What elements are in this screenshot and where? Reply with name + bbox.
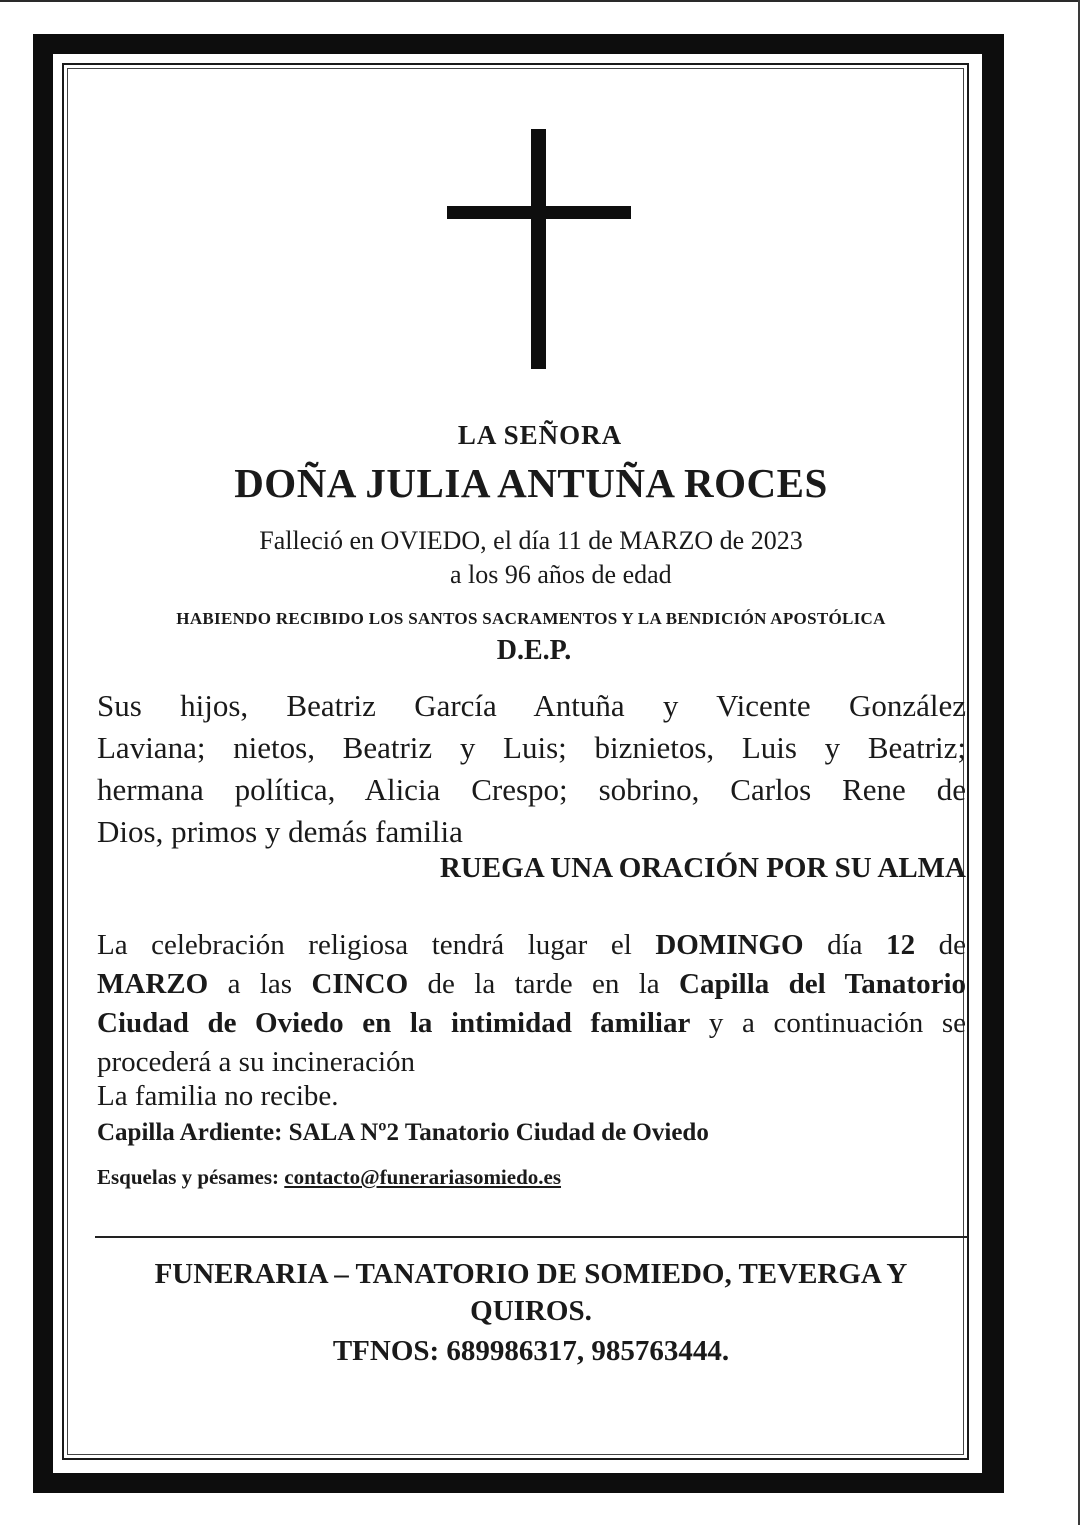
no-visits-note: La familia no recibe. xyxy=(97,1080,339,1112)
ceremony-line xyxy=(97,965,966,1004)
ceremony-day: DOMINGO xyxy=(655,929,804,961)
sacraments-line: HABIENDO RECIBIDO LOS SANTOS SACRAMENTOS Y LA BENDICIÓN APOSTÓLICA xyxy=(176,609,886,628)
ceremony-line xyxy=(97,926,966,965)
ceremony-text: de xyxy=(915,929,966,961)
family-line: hermana política, Alicia Crespo; sobrino, Carlos Rene de xyxy=(97,772,966,807)
condolences-line xyxy=(97,1165,561,1190)
ceremony-place: Ciudad de Oviedo en la intimidad familiar xyxy=(97,1007,691,1039)
ceremony-text: La celebración religiosa tendrá lugar el xyxy=(97,929,656,961)
funeral-home-name-cont: QUIROS. xyxy=(470,1295,592,1327)
scan-edge xyxy=(0,0,1080,2)
family-line: Laviana; nietos, Beatriz y Luis; biznietos, Luis y Beatriz; xyxy=(97,730,966,765)
ceremony-date-number: 12 xyxy=(886,929,916,961)
family-paragraph xyxy=(97,685,966,853)
chapel-location: Capilla Ardiente: SALA Nº2 Tanatorio Ciudad de Oviedo xyxy=(97,1119,709,1146)
ceremony-text: de la tarde en la xyxy=(408,968,680,1000)
funeral-home-phones: TFNOS: 689986317, 985763444. xyxy=(332,1335,730,1367)
condolences-label: Esquelas y pésames: xyxy=(97,1165,285,1189)
cross-icon-horizontal xyxy=(447,206,631,219)
family-line: Dios, primos y demás familia xyxy=(97,814,463,849)
deceased-name: DOÑA JULIA ANTUÑA ROCES xyxy=(234,460,828,506)
honorific-title: LA SEÑORA xyxy=(457,420,623,450)
ceremony-place: Capilla del Tanatorio xyxy=(679,968,967,1000)
ceremony-text: a las xyxy=(208,968,312,1000)
funeral-home-name: FUNERARIA – TANATORIO DE SOMIEDO, TEVERGA Y xyxy=(154,1258,908,1290)
age-details: a los 96 años de edad xyxy=(450,560,672,589)
ceremony-text: y a continuación se xyxy=(690,1007,966,1039)
family-line: Sus hijos, Beatriz García Antuña y Vicente González xyxy=(97,688,966,723)
ceremony-time: CINCO xyxy=(311,968,409,1000)
cross-icon-vertical xyxy=(531,129,546,369)
condolences-email-link[interactable]: contacto@funerariasomiedo.es xyxy=(284,1165,562,1189)
death-details: Falleció en OVIEDO, el día 11 de MARZO de 2023 xyxy=(259,526,803,555)
ceremony-line: procederá a su incineración xyxy=(97,1046,416,1078)
ceremony-text: día xyxy=(803,929,887,961)
prayer-request: RUEGA UNA ORACIÓN POR SU ALMA xyxy=(439,852,966,884)
ceremony-month: MARZO xyxy=(97,968,209,1000)
rip-abbreviation: D.E.P. xyxy=(496,635,572,666)
footer-divider xyxy=(95,1236,968,1238)
ceremony-paragraph xyxy=(97,926,966,1082)
ceremony-line xyxy=(97,1004,966,1043)
